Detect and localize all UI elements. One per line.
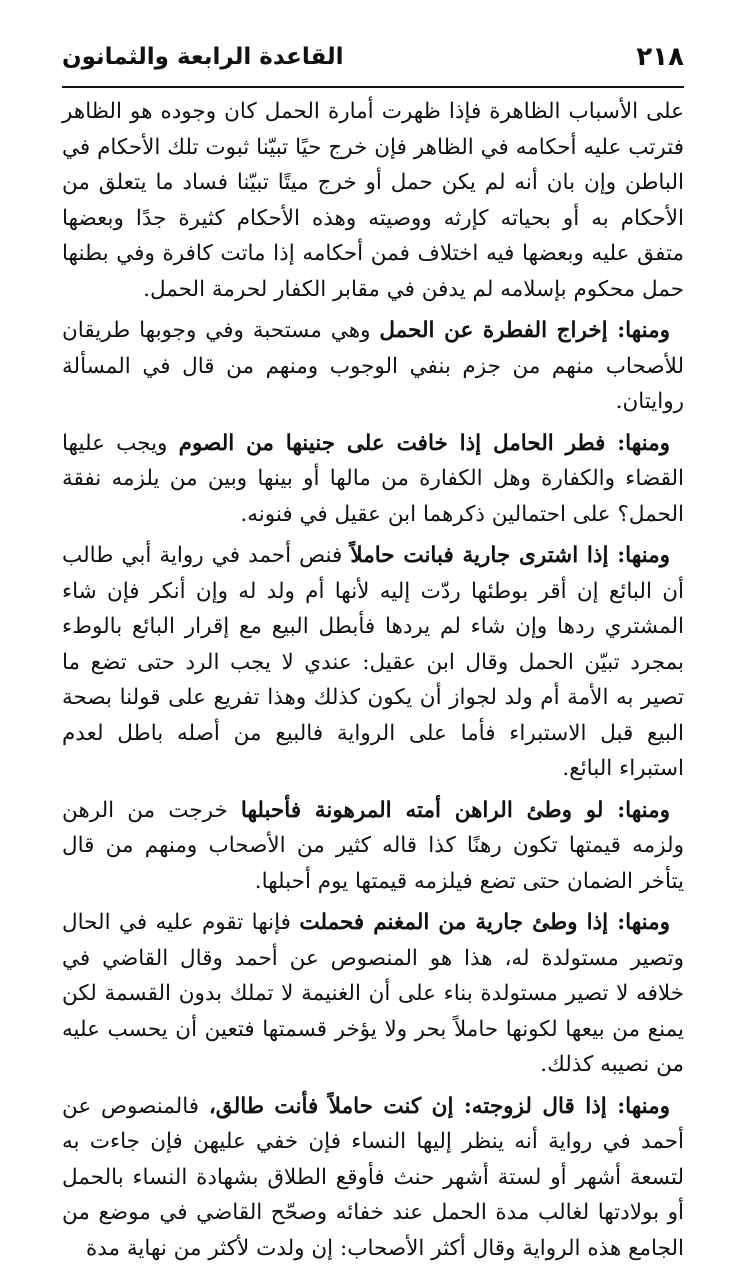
- running-title: القاعدة الرابعة والثمانون: [62, 44, 344, 70]
- paragraph-text: فإنها تقوم عليه في الحال وتصير مستولدة له، هذا هو المنصوص عن أحمد وقال القاضي في خلافه لا تصير مستولدة بناء على أن الغنيمة لا تملك بدون القسمة لكن يمنع من بيعها لكونها حاملاً بحر ولا يؤخر قسمتها فتعين أن يحسب عليه من نصيبه كذلك.: [62, 910, 684, 1077]
- paragraph: [62, 905, 684, 1083]
- paragraph: [62, 793, 684, 900]
- paragraph-lead: ومنها: إذا وطئ جارية من المغنم فحملت: [299, 910, 670, 935]
- paragraph-text: وهي مستحبة وفي وجوبها طريقان للأصحاب منهم من جزم بنفي الوجوب ومنهم من قال في المسألة روايتان.: [62, 318, 684, 414]
- page-body: [62, 94, 684, 1091]
- page-header: [62, 40, 684, 84]
- paragraph: [62, 426, 684, 533]
- header-divider: [62, 86, 684, 88]
- paragraph-text: ويجب عليها القضاء والكفارة وهل الكفارة من مالها أو بينها وبين من يلزمه نفقة الحمل؟ على احتمالين ذكرهما ابن عقيل في فنونه.: [62, 431, 684, 527]
- paragraph-text: على الأسباب الظاهرة فإذا ظهرت أمارة الحمل كان وجوده هو الظاهر فترتب عليه أحكامه في الظاهر فإن خرج حيًا تبيّنا ثبوت تلك الأحكام في الباطن وإن بان أنه لم يكن حمل أو خرج ميتًا تبيّنا فساد ما يتعلق من الأحكام به أو بحياته كإرثه ووصيته وهذه الأحكام كثيرة جدًا وبعضها متفق عليه وبعضها فيه اختلاف فمن أحكامه إذا ماتت كافرة وفي بطنها حمل محكوم بإسلامه لم يدفن في مقابر الكفار لحرمة الحمل.: [62, 99, 684, 302]
- paragraph-text: خرجت من الرهن ولزمه قيمتها تكون رهنًا كذا قاله كثير من الأصحاب ومنهم من قال يتأخر الضمان حتى تضع فيلزمه قيمتها يوم أحبلها.: [62, 798, 684, 894]
- paragraph: [62, 313, 684, 420]
- page-number: ٢١٨: [636, 42, 684, 72]
- paragraph-text: فالمنصوص عن أحمد في رواية أنه ينظر إليها النساء فإن خفي عليهن فإن جاءت به لتسعة أشهر أو لستة أشهر حنث فأوقع الطلاق بشهادة النساء بالحمل أو بولادتها لغالب مدة الحمل عند خفائه وصحّح القاضي في موضع من الجامع هذه الرواية وقال أكثر الأصحاب: إن ولدت لأكثر من نهاية مدة: [62, 1094, 684, 1261]
- paragraph: [62, 94, 684, 307]
- paragraph-lead: ومنها: إخراج الفطرة عن الحمل: [379, 318, 670, 343]
- paragraph-text: فنص أحمد في رواية أبي طالب أن البائع إن أقر بوطئها ردّت إليه لأنها أم ولد له وإن أنكر فإن شاء المشتري ردها وإن شاء لم يردها فأبطل البيع مع إقرار البائع بالوطء بمجرد تبيّن الحمل وقال ابن عقيل: عندي لا يجب الرد حتى تضع ما تصير به الأمة أم ولد لجواز أن يكون كذلك وهذا تفريع على قولنا بصحة البيع قبل الاستبراء فأما على الرواية فالبيع من أصله باطل لعدم استبراء البائع.: [62, 543, 684, 781]
- paragraph-lead: ومنها: فطر الحامل إذا خافت على جنينها من الصوم: [179, 431, 670, 456]
- paragraph-lead: ومنها: لو وطئ الراهن أمته المرهونة فأحبلها: [241, 798, 670, 823]
- paragraph: [62, 538, 684, 787]
- paragraph: [62, 1089, 684, 1266]
- paragraph-lead: ومنها: إذا قال لزوجته: إن كنت حاملاً فأنت طالق،: [209, 1094, 670, 1119]
- paragraph-lead: ومنها: إذا اشترى جارية فبانت حاملاً: [350, 543, 670, 568]
